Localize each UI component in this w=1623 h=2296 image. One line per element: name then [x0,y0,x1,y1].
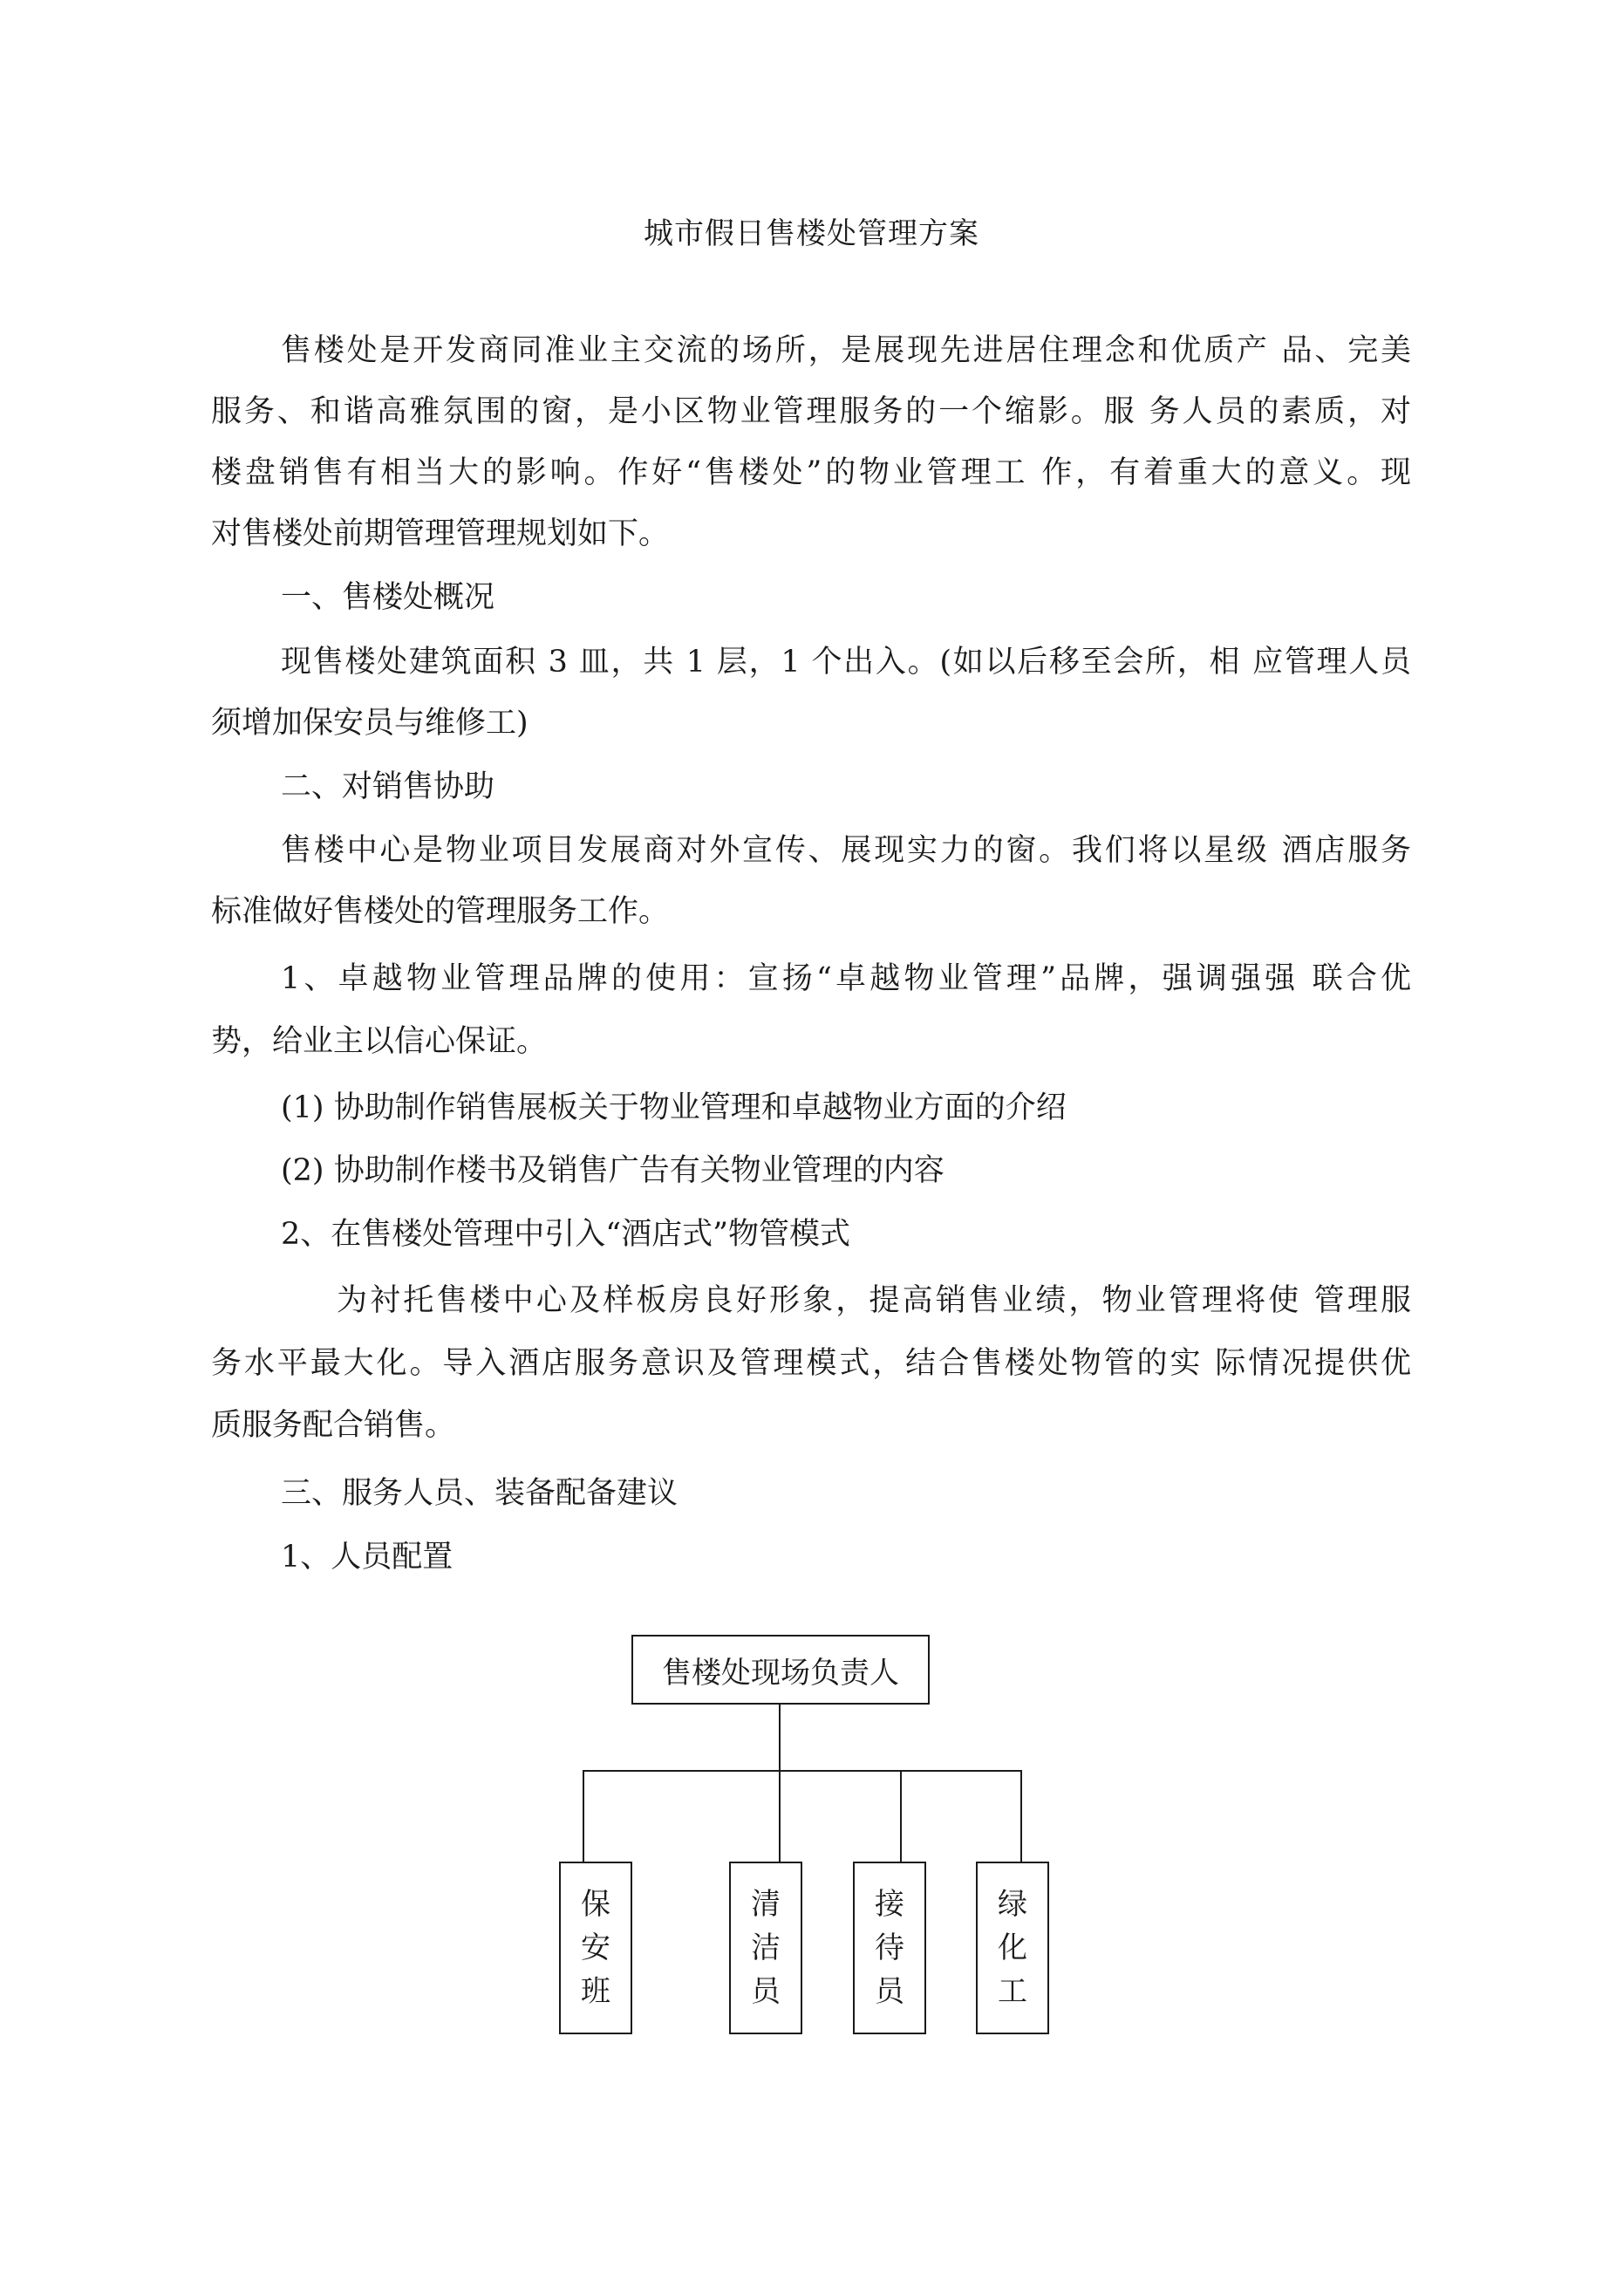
paragraph-line: 1、卓越物业管理品牌的使用：宣扬“卓越物业管理”品牌，强调强强 联合优 [281,961,1411,996]
paragraph-line: 务水平最大化。导入酒店服务意识及管理模式，结合售楼处物管的实 际情况提供优 [211,1346,1411,1381]
section-heading: 一、售楼处概况 [281,580,495,615]
list-item: (1) 协助制作销售展板关于物业管理和卓越物业方面的介绍 [281,1090,1067,1125]
paragraph-line: 势，给业主以信心保证。 [211,1024,548,1059]
list-item: (2) 协助制作楼书及销售广告有关物业管理的内容 [281,1153,944,1188]
section-heading: 2、在售楼处管理中引入“酒店式”物管模式 [281,1217,851,1252]
org-child-box-security [559,1862,632,2034]
paragraph-line: 标准做好售楼处的管理服务工作。 [211,894,670,929]
org-child-box-cleaning [729,1862,802,2034]
org-child-char: 工 [998,1974,1027,2009]
org-child-char: 绿 [998,1887,1027,1922]
org-child-char: 化 [998,1930,1027,1965]
document-title: 城市假日售楼处管理方案 [644,216,979,251]
connector-line [583,1770,1022,1772]
org-child-char: 员 [751,1974,781,2009]
section-heading: 三、服务人员、装备配备建议 [281,1476,679,1511]
org-child-char: 安 [581,1930,610,1965]
org-head-label: 售楼处现场负责人 [662,1655,899,1691]
connector-line [779,1770,781,1862]
connector-line [583,1770,584,1862]
paragraph-line: 为衬托售楼中心及样板房良好形象，提高销售业绩，物业管理将使 管理服 [337,1283,1411,1318]
paragraph-line: 须增加保安员与维修工) [211,706,528,741]
org-child-char: 清 [751,1887,781,1922]
org-child-char: 班 [581,1974,610,2009]
org-child-char: 员 [875,1974,904,2009]
paragraph-line: 楼盘销售有相当大的影响。作好“售楼处”的物业管理工 作，有着重大的意义。现 [211,455,1411,490]
org-child-char: 接 [875,1887,904,1922]
org-child-char: 洁 [751,1930,781,1965]
paragraph-line: 售楼处是开发商同准业主交流的场所，是展现先进居住理念和优质产 品、完美 [281,333,1411,368]
org-child-box-greening [976,1862,1049,2034]
org-child-box-reception [853,1862,926,2034]
org-child-char: 保 [581,1887,610,1922]
paragraph-line: 服务、和谐高雅氛围的窗，是小区物业管理服务的一个缩影。服 务人员的素质，对 [211,394,1411,429]
connector-line [1020,1770,1022,1862]
paragraph-line: 现售楼处建筑面积 3 皿，共 1 层，1 个出入。(如以后移至会所，相 应管理人员 [281,645,1411,680]
section-heading: 1、人员配置 [281,1540,453,1575]
org-child-char: 待 [875,1930,904,1965]
paragraph-line: 售楼中心是物业项目发展商对外宣传、展现实力的窗。我们将以星级 酒店服务 [281,833,1411,868]
paragraph-line: 对售楼处前期管理管理规划如下。 [211,516,670,551]
connector-line [900,1770,902,1862]
paragraph-line: 质服务配合销售。 [211,1408,456,1443]
org-head-box [631,1635,930,1705]
connector-line [779,1705,781,1771]
section-heading: 二、对销售协助 [281,769,495,804]
